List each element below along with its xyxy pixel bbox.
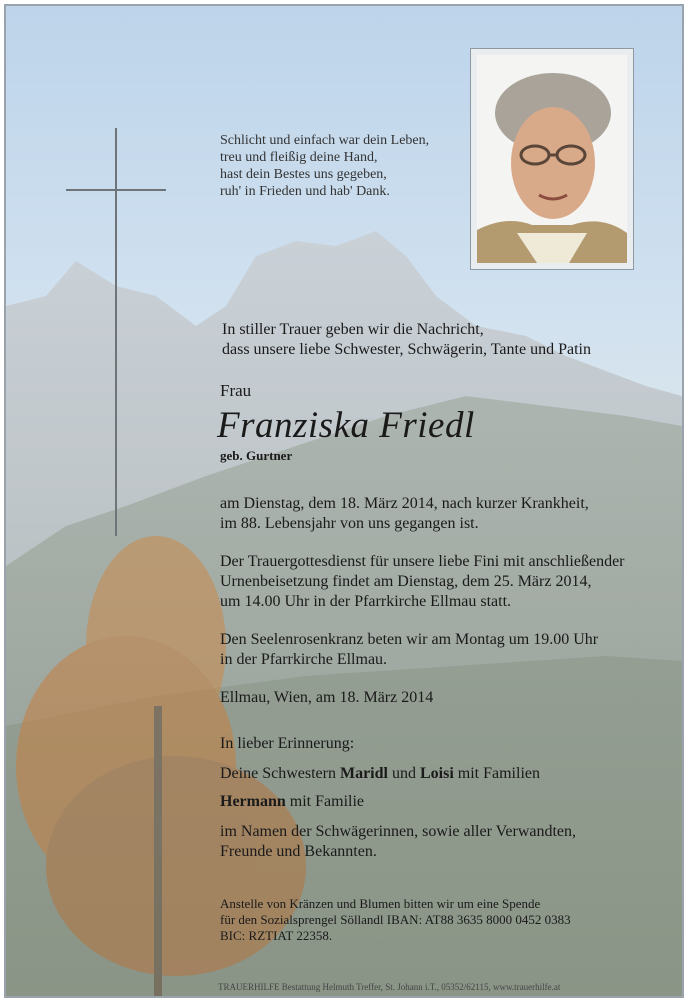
sisters-mid: und [387, 765, 420, 782]
sisters-post: mit Familien [453, 765, 540, 782]
donation-line: BIC: RZTIAT 22358. [220, 928, 333, 943]
funeral-line: Urnenbeisetzung findet am Dienstag, dem 25. März 2014, [220, 573, 592, 590]
relatives-line: Freunde und Bekannten. [220, 843, 377, 860]
donation-line: für den Sozialsprengel Söllandl IBAN: AT88 3635 8000 0452 0383 [220, 912, 571, 927]
relatives-text [220, 822, 576, 862]
memory-heading: In lieber Erinnerung: [220, 735, 355, 752]
sisters-line [220, 764, 540, 784]
sister-name-maridl: Maridl [339, 765, 388, 782]
obituary-card [4, 4, 684, 998]
intro-line: In stiller Trauer geben wir die Nachricht, [222, 321, 484, 338]
death-line: im 88. Lebensjahr von uns gegangen ist. [220, 515, 479, 532]
death-line: am Dienstag, dem 18. März 2014, nach kurzer Krankheit, [220, 495, 589, 512]
rosary-line: Den Seelenrosenkranz beten wir am Montag um 19.00 Uhr [220, 631, 599, 648]
rosary-info [220, 630, 598, 670]
death-notice [220, 494, 589, 534]
rosary-line: in der Pfarrkirche Ellmau. [220, 651, 388, 668]
birth-name: geb. Gurtner [220, 448, 293, 463]
salutation: Frau [220, 381, 252, 400]
funeral-line: um 14.00 Uhr in der Pfarrkirche Ellmau statt. [220, 593, 512, 610]
funeral-home-footer: TRAUERHILFE Bestattung Helmuth Treffer, St. Johann i.T., 05352/62115, www.trauerhilfe.at [218, 982, 561, 992]
brother-line [220, 792, 364, 812]
sister-name-loisi: Loisi [419, 765, 454, 782]
place-date: Ellmau, Wien, am 18. März 2014 [220, 689, 434, 706]
portrait-photo [477, 55, 627, 263]
relatives-line: im Namen der Schwägerinnen, sowie aller Verwandten, [220, 823, 577, 840]
portrait-frame [470, 48, 634, 270]
donation-request [220, 896, 571, 944]
funeral-info [220, 552, 625, 612]
brother-name: Hermann [220, 793, 286, 810]
brother-post: mit Familie [285, 793, 364, 810]
funeral-line: Der Trauergottesdienst für unsere liebe Fini mit anschließender [220, 553, 625, 570]
poem-line: ruh' in Frieden und hab' Dank. [220, 184, 390, 199]
poem-line: treu und fleißig deine Hand, [220, 150, 378, 165]
deceased-name: Franziska Friedl [217, 405, 475, 446]
poem-line: hast dein Bestes uns gegeben, [220, 167, 387, 182]
intro-text [222, 320, 591, 360]
sisters-pre: Deine Schwestern [220, 765, 340, 782]
poem-line: Schlicht und einfach war dein Leben, [220, 133, 430, 148]
donation-line: Anstelle von Kränzen und Blumen bitten wir um eine Spende [220, 896, 541, 911]
intro-line: dass unsere liebe Schwester, Schwägerin, Tante und Patin [222, 341, 591, 358]
poem [220, 132, 429, 200]
